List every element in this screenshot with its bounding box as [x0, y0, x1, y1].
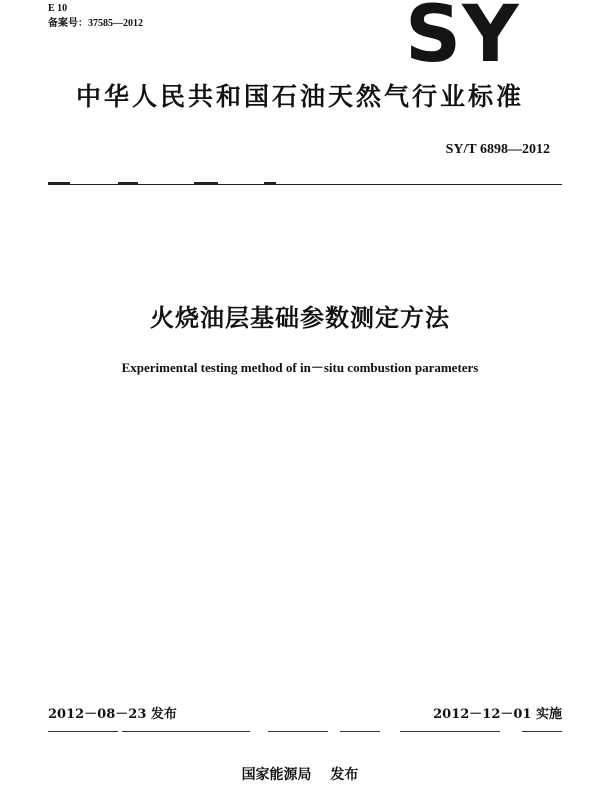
divider-mark — [264, 182, 276, 184]
divider-mark — [118, 182, 138, 184]
sy-logo: SY — [405, 0, 520, 80]
standard-body-title: 中华人民共和国石油天然气行业标准 — [75, 82, 524, 111]
footer-divider-segment — [340, 731, 380, 732]
header-divider — [48, 184, 562, 185]
publisher: 国家能源局 发布 — [241, 767, 359, 783]
implementation-date: 2012－12－01 实施 — [433, 707, 562, 722]
divider-mark — [194, 182, 218, 184]
ics-code: E 10 — [48, 3, 68, 14]
footer-divider-segment — [522, 731, 562, 732]
document-title: 火烧油层基础参数测定方法 — [150, 304, 450, 332]
footer-divider-segment — [400, 731, 500, 732]
issue-date: 2012－08－23 发布 — [48, 707, 177, 722]
document-subtitle-english: Experimental testing method of in－situ combustion parameters — [121, 360, 479, 375]
record-number: 备案号：37585—2012 — [48, 18, 143, 29]
footer-divider-segment — [268, 731, 328, 732]
footer-divider-segment — [48, 731, 118, 732]
divider-mark — [48, 182, 70, 184]
footer-divider-segment — [122, 731, 250, 732]
standard-number: SY/T 6898—2012 — [445, 142, 550, 157]
